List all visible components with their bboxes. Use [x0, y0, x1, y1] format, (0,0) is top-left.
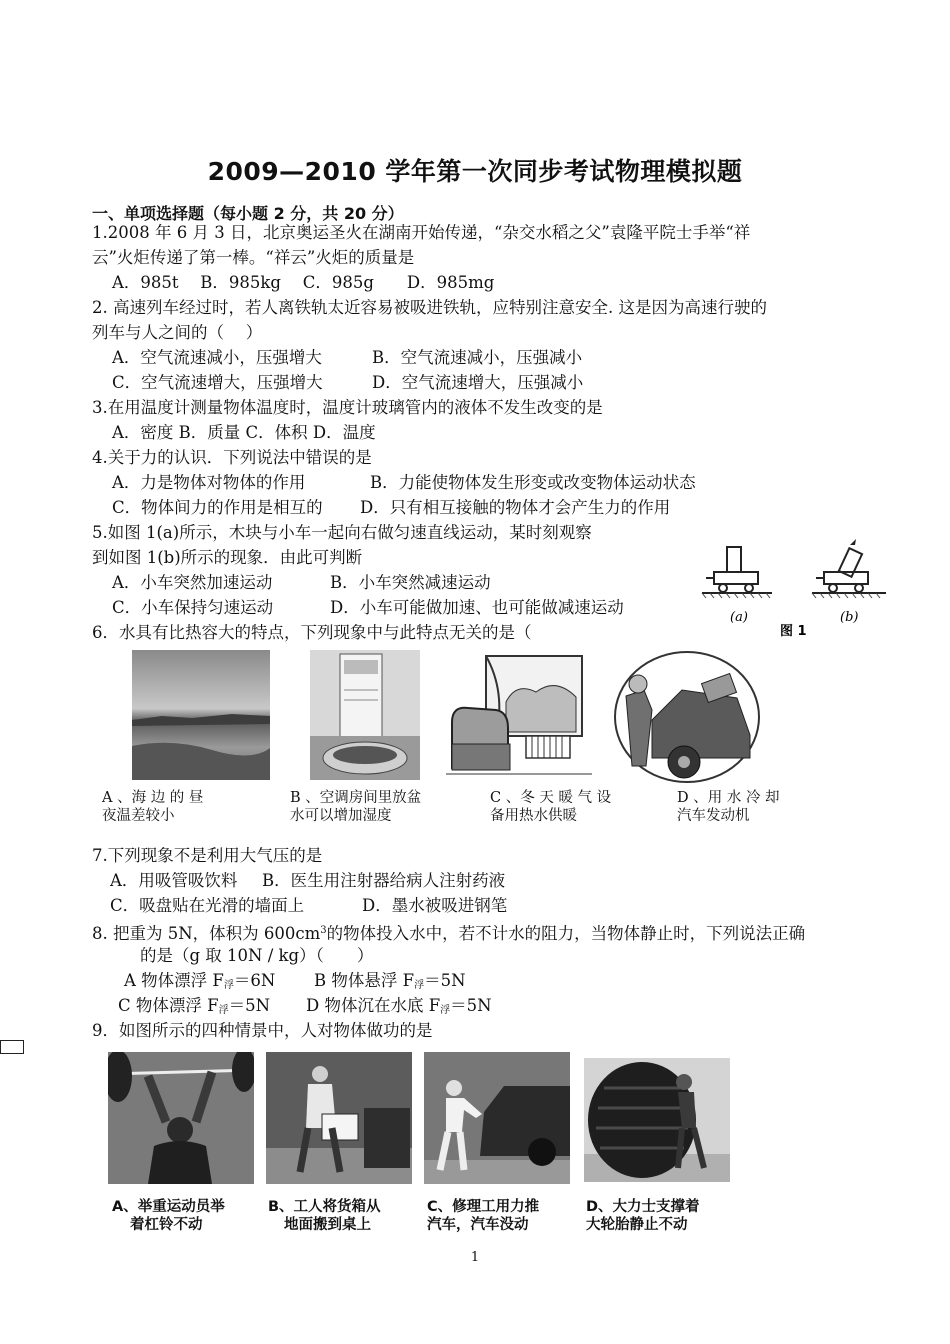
mechanic-car-photo [424, 1052, 570, 1184]
q8-line1-end: 的物体投入水中，若不计水的阻力，当物体静止时，下列说法正确 [326, 924, 806, 943]
q6-caption-d-line2: 汽车发动机 [677, 808, 750, 824]
q8-option-a-value: ＝6N [233, 971, 276, 990]
q9-caption-c-line2: 汽车，汽车没动 [427, 1217, 529, 1233]
strongman-tire-drawing [584, 1058, 730, 1182]
fig1-caption: 图 1 [780, 624, 807, 639]
radiator-room-illustration [446, 652, 592, 780]
q7-option-a: A．用吸管吸饮料 [110, 871, 238, 890]
seaside-photo [132, 650, 270, 780]
fig1-label-a: (a) [730, 610, 748, 625]
q8-option-b-value: ＝5N [424, 971, 466, 990]
page-number: 1 [470, 1250, 480, 1265]
radiator-drawing [446, 652, 592, 780]
q9-caption-d-line2: 大轮胎静止不动 [586, 1217, 688, 1233]
q8-option-d-value: ＝5N [450, 996, 492, 1015]
q6-caption-b-line1: B 、空调房间里放盆 [290, 790, 422, 806]
q2-option-d: D．空气流速增大，压强减小 [372, 373, 584, 392]
q3-options: A．密度 B．质量 C．体积 D．温度 [112, 423, 376, 442]
cart-b [816, 539, 868, 592]
weightlifter-photo [108, 1052, 254, 1184]
margin-mark [0, 1040, 24, 1054]
q8-option-c-sub: 浮 [218, 1005, 229, 1016]
q7-option-c: C．吸盘贴在光滑的墙面上 [110, 896, 305, 915]
q4-option-b: B．力能使物体发生形变或改变物体运动状态 [370, 473, 696, 492]
q9-caption-b-line2: 地面搬到桌上 [284, 1217, 371, 1233]
q8-option-c-text: C 物体漂浮 F [118, 996, 219, 1015]
q9-caption-a-line1: A、举重运动员举 [112, 1199, 225, 1215]
q8-option-a [124, 970, 275, 997]
q1-options: A．985t B．985kg C．985g D．985mg [112, 273, 495, 292]
fig1-label-b: (b) [840, 610, 859, 625]
q9-caption-b-line1: B、工人将货箱从 [268, 1199, 381, 1215]
q6-line1: 6．水具有比热容大的特点，下列现象中与此特点无关的是（ [92, 623, 532, 642]
q8-option-b-sub: 浮 [414, 980, 425, 991]
cart-a [706, 547, 758, 592]
q5-line2: 到如图 1(b)所示的现象．由此可判断 [92, 548, 363, 567]
q8-line1 [92, 920, 805, 945]
q9-line1: 9．如图所示的四种情景中，人对物体做功的是 [92, 1021, 433, 1040]
q6-caption-b-line2: 水可以增加湿度 [290, 808, 392, 824]
section-heading: 一、单项选择题（每小题 2 分，共 20 分） [92, 204, 404, 223]
q6-caption-a-line1: A 、海 边 的 昼 [102, 790, 204, 806]
q5-option-d: D．小车可能做加速、也可能做减速运动 [330, 598, 624, 617]
q5-option-a: A．小车突然加速运动 [112, 573, 273, 592]
q8-option-a-sub: 浮 [223, 980, 234, 991]
q5-line1: 5.如图 1(a)所示，木块与小车一起向右做匀速直线运动，某时刻观察 [92, 523, 592, 542]
q7-option-d: D．墨水被吸进钢笔 [362, 896, 508, 915]
aircon-room-photo [310, 650, 420, 780]
q8-option-c-value: ＝5N [228, 996, 271, 1015]
q9-caption-d-line1: D、大力士支撑着 [586, 1199, 700, 1215]
car-drawing [612, 650, 762, 784]
q8-option-b-text: B 物体悬浮 F [314, 971, 415, 990]
q2-line2: 列车与人之间的（ ） [92, 323, 263, 342]
worker-box-drawing [266, 1052, 412, 1184]
q3-line1: 3.在用温度计测量物体温度时，温度计玻璃管内的液体不发生改变的是 [92, 398, 603, 417]
q1-line1: 1.2008 年 6 月 3 日，北京奥运圣火在湖南开始传递，“杂交水稻之父”袁隆平院士手举“祥 [92, 223, 751, 242]
q4-option-a: A．力是物体对物体的作用 [112, 473, 306, 492]
q4-option-c: C．物体间力的作用是相互的 [112, 498, 323, 517]
aircon-illustration [310, 650, 420, 780]
q8-line2: 的是（g 取 10N / kg）（ ） [140, 946, 374, 965]
q9-caption-a-line2: 着杠铃不动 [130, 1217, 203, 1233]
q7-line1: 7.下列现象不是利用大气压的是 [92, 846, 323, 865]
q6-caption-d-line1: D 、用 水 冷 却 [677, 790, 780, 806]
q4-option-d: D．只有相互接触的物体才会产生力的作用 [360, 498, 671, 517]
q6-caption-c-line2: 备用热水供暖 [490, 808, 577, 824]
car-engine-illustration [612, 650, 762, 784]
q8-line1-exponent: 3 [320, 925, 327, 936]
strongman-tire-photo [584, 1058, 730, 1182]
q7-option-b: B．医生用注射器给病人注射药液 [262, 871, 506, 890]
q8-option-d [306, 995, 492, 1022]
weightlifter-drawing [108, 1052, 254, 1184]
q2-option-b: B．空气流速减小，压强减小 [372, 348, 583, 367]
q8-option-d-text: D 物体沉在水底 F [306, 996, 441, 1015]
q2-line1: 2. 高速列车经过时，若人离铁轨太近容易被吸进铁轨，应特别注意安全. 这是因为高速行驶的 [92, 298, 767, 317]
q5-option-c: C．小车保持匀速运动 [112, 598, 274, 617]
q5-option-b: B．小车突然减速运动 [330, 573, 491, 592]
page-title: 2009—2010 学年第一次同步考试物理模拟题 [207, 157, 743, 186]
q8-line1-start: 8. 把重为 5N，体积为 600cm [92, 924, 321, 943]
q8-option-d-sub: 浮 [440, 1005, 451, 1016]
q8-option-b [314, 970, 466, 997]
q2-option-a: A．空气流速减小，压强增大 [112, 348, 322, 367]
q2-option-c: C．空气流速增大，压强增大 [112, 373, 323, 392]
figure-1-carts [700, 535, 900, 645]
q8-option-c [118, 995, 270, 1022]
q6-caption-a-line2: 夜温差较小 [102, 808, 175, 824]
q9-caption-c-line1: C、修理工用力推 [427, 1199, 540, 1215]
q4-line1: 4.关于力的认识．下列说法中错误的是 [92, 448, 372, 467]
worker-box-photo [266, 1052, 412, 1184]
q8-option-a-text: A 物体漂浮 F [124, 971, 224, 990]
q6-caption-c-line1: C 、冬 天 暖 气 设 [490, 790, 612, 806]
q1-line2: 云”火炬传递了第一棒。“祥云”火炬的质量是 [92, 248, 415, 267]
mechanic-car-drawing [424, 1052, 570, 1184]
seaside-illustration [132, 650, 270, 780]
